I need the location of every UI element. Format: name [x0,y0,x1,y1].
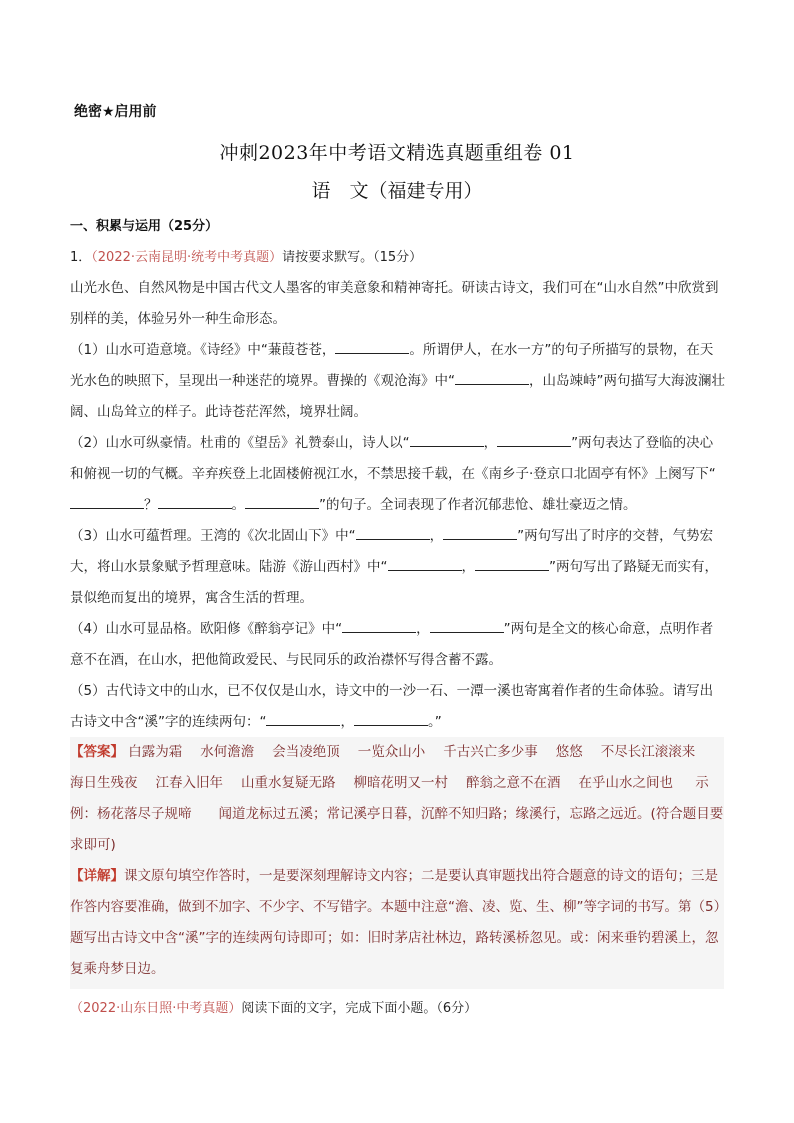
sub-question-text: （1）山水可造意境。《诗经》中“蒹葭苍苍， [70,342,336,358]
answer-items [70,744,713,791]
separator: ， [461,559,475,575]
sub-question-text: ”两句表达了登临的决心和俯视一切的气概。辛弃疾登上北固楼俯视江水，不禁思接千载，在《南乡子·登京口北固亭有怀》上阕写下“ [70,435,716,482]
sub-question-5 [70,676,725,738]
answer-example: 示例：杨花落尽子规啼 闻道龙标过五溪；常记溪亭日暮，沉醉不知归路；缘溪行，忘路之远近。(符合题目要求即可) [70,775,724,853]
answer-blank[interactable] [443,527,517,540]
question-1-header [70,246,422,265]
exam-subtitle: 语 文（福建专用） [311,180,483,202]
answer-item: 水何澹澹 [200,744,255,760]
sub-question-3 [70,521,725,614]
answer-item: 山重水复疑无路 [241,775,336,791]
answer-box [70,737,724,989]
next-question-instruction: 阅读下面的文字，完成下面小题。（6分） [241,1001,478,1016]
answer-label: 【答案】 [70,744,124,760]
question-number: 1． [70,250,92,265]
answer-blank[interactable] [356,527,430,540]
answer-item: 不尽长江滚滚来 [600,744,696,760]
answer-blank[interactable] [497,434,571,447]
answer-item: 一览众山小 [357,744,426,760]
exam-title: 冲刺2023年中考语文精选真题重组卷 01 [219,142,575,164]
answer-blank[interactable] [475,558,549,571]
sub-question-text: （2）山水可纵豪情。杜甫的《望岳》礼赞泰山，诗人以“ [70,435,410,451]
answer-blank[interactable] [158,496,232,509]
sub-question-text: ”两句写出了时序的交替，气势宏大，将山水景象赋予哲理意味。陆游《游山西村》中“ [70,528,714,575]
sub-question-4 [70,614,725,676]
separator: ， [429,528,444,544]
separator: 。” [427,714,442,730]
answer-item: 醉翁之意不在酒 [466,775,561,791]
sub-question-1 [70,335,725,428]
answer-item: 千古兴亡多少事 [443,744,538,760]
separator: ， [416,621,430,637]
answer-blank[interactable] [342,620,416,633]
answer-item: 江春入旧年 [155,775,223,791]
answer-blank[interactable] [354,713,428,726]
section-title: 一、积累与运用（25分） [70,219,219,234]
question-intro: 山光水色、自然风物是中国古代文人墨客的审美意象和精神寄托。研读古诗文，我们可在“山水自然”中欣赏到别样的美，体验另外一种生命形态。 [70,280,719,327]
answer-text [70,737,724,985]
sub-question-text: ，山岛竦峙”两句描写大海波澜壮阔、山岛耸立的样子。此诗苍茫浑然，境界壮阔。 [70,373,725,420]
separator: 。 [231,497,245,513]
next-question-source: （2022·山东日照·中考真题） [70,1001,242,1016]
question-instruction: 请按要求默写。（15分） [282,250,423,265]
detail-text: 课文原句填空作答时，一是要深刻理解诗文内容；二是要认真审题找出符合题意的诗文的语句；三是作答内容要准确，做到不加字、不少字、不写错字。本题中注意“澹、凌、览、生、柳”等字词的书写。第（5）题写出古诗文中含“溪”字的连续两句诗即可；如：旧时茅店社林边，路转溪桥忽见。或：闲来垂钓碧溪上，忽复乘舟梦日边。 [70,868,721,977]
question-source: （2022·云南昆明·统考中考真题） [91,250,283,265]
answer-item: 柳暗花明又一村 [353,775,448,791]
sub-question-text: ”两句是全文的核心命意，点明作者意不在酒，在山水，把他简政爱民、与民同乐的政治襟怀写得含蓄不露。 [70,621,714,668]
answer-blank[interactable] [455,372,529,385]
answer-blank[interactable] [410,434,484,447]
separator: ？ [144,497,158,513]
answer-blank[interactable] [335,341,409,354]
answer-item: 悠悠 [555,744,583,760]
sub-question-text: ”的句子。全词表现了作者沉郁悲怆、雄壮豪迈之情。 [319,497,637,513]
sub-question-2 [70,428,725,521]
separator: ， [483,435,498,451]
sub-question-text: 。所谓伊人，在水一方”的句子所描写的景物，在天光水色的映照下，呈现出一种迷茫的境界。曹操的《观沧海》中“ [70,342,714,389]
answer-item: 海日生残夜 [70,775,138,791]
sub-question-text: （5）古代诗文中的山水，已不仅仅是山水，诗文中的一沙一石、一潭一溪也寄寓着作者的生命体验。请写出古诗文中含“溪”字的连续两句：“ [70,683,714,730]
answer-blank[interactable] [70,496,144,509]
detail-label: 【详解】 [70,868,124,884]
answer-blank[interactable] [266,713,340,726]
answer-item: 会当凌绝顶 [272,744,340,760]
next-question-header [70,997,477,1016]
sub-question-text: （3）山水可蕴哲理。王湾的《次北固山下》中“ [70,528,356,544]
answer-item: 白露为霜 [128,744,183,760]
answer-blank[interactable] [245,496,319,509]
separator: ， [340,714,354,730]
sub-question-text: ”两句写出了路疑无而实有，景似绝而复出的境界，寓含生活的哲理。 [70,559,718,606]
answer-blank[interactable] [430,620,504,633]
answer-blank[interactable] [388,558,462,571]
answer-item: 在乎山水之间也 [578,775,673,791]
secret-label: 绝密★启用前 [74,104,157,120]
sub-question-text: （4）山水可显品格。欧阳修《醉翁亭记》中“ [70,621,343,637]
